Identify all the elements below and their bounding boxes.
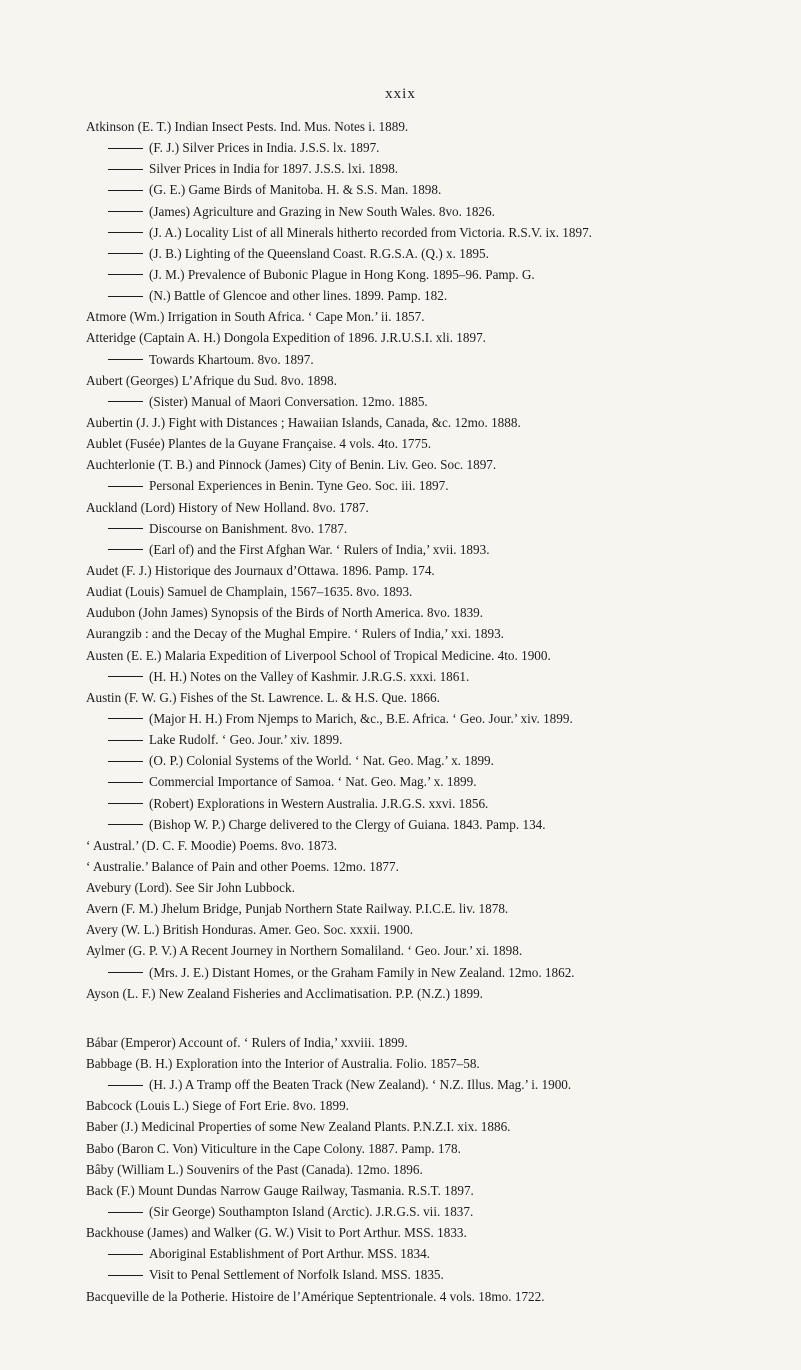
ditto-entry — [86, 1074, 798, 1095]
ditto-dash — [108, 824, 143, 825]
entry-text: Aylmer (G. P. V.) A Recent Journey in Northern Somaliland. ‘ Geo. Jour.’ xi. 1898. — [86, 943, 523, 959]
entry-text: (Mrs. J. E.) Distant Homes, or the Graham Family in New Zealand. 12mo. 1862. — [149, 964, 575, 980]
catalogue-entry — [86, 581, 798, 602]
ditto-dash — [108, 761, 143, 762]
entry-text: Bábar (Emperor) Account of. ‘ Rulers of India,’ xxviii. 1899. — [86, 1034, 408, 1050]
ditto-entry — [86, 708, 798, 729]
catalogue-entry — [86, 1116, 798, 1137]
entry-text: Lake Rudolf. ‘ Geo. Jour.’ xiv. 1899. — [149, 732, 343, 748]
catalogue-entry — [86, 940, 798, 961]
catalogue-entry — [86, 1053, 798, 1074]
entry-text: Aubert (Georges) L’Afrique du Sud. 8vo. 1898. — [86, 372, 337, 388]
catalogue-entry — [86, 1095, 798, 1116]
catalogue-entry — [86, 1032, 798, 1053]
entry-text: Auckland (Lord) History of New Holland. 8vo. 1787. — [86, 499, 369, 515]
catalogue-entry — [86, 835, 798, 856]
ditto-dash — [108, 676, 143, 677]
catalogue-entry — [86, 645, 798, 666]
catalogue-entry — [86, 1222, 798, 1243]
ditto-entry — [86, 1264, 798, 1285]
ditto-entry — [86, 391, 798, 412]
ditto-entry — [86, 243, 798, 264]
ditto-entry — [86, 666, 798, 687]
ditto-entry — [86, 518, 798, 539]
catalogue-entry — [86, 898, 798, 919]
ditto-entry — [86, 264, 798, 285]
entry-text: Atkinson (E. T.) Indian Insect Pests. Ind. Mus. Notes i. 1889. — [86, 119, 409, 134]
catalogue-entry — [86, 1286, 798, 1307]
catalogue-entry — [86, 560, 798, 581]
ditto-entry — [86, 222, 798, 243]
entry-text: Aboriginal Establishment of Port Arthur. MSS. 1834. — [149, 1246, 430, 1262]
ditto-entry — [86, 349, 798, 370]
catalogue-entry — [86, 306, 798, 327]
entry-text: (H. J.) A Tramp off the Beaten Track (New Zealand). ‘ N.Z. Illus. Mag.’ i. 1900. — [149, 1077, 572, 1093]
ditto-dash — [108, 1254, 143, 1255]
entry-text: ‘ Australie.’ Balance of Pain and other Poems. 12mo. 1877. — [86, 858, 399, 874]
ditto-dash — [108, 232, 143, 233]
entry-text: Discourse on Banishment. 8vo. 1787. — [149, 520, 348, 536]
entry-text: (F. J.) Silver Prices in India. J.S.S. lx. 1897. — [149, 140, 380, 156]
ditto-entry — [86, 962, 798, 983]
ditto-dash — [108, 1212, 143, 1213]
catalogue-entry — [86, 602, 798, 623]
catalogue-entry — [86, 983, 798, 1004]
entry-group-b — [86, 1032, 798, 1307]
entry-text: Atmore (Wm.) Irrigation in South Africa. ‘ Cape Mon.’ ii. 1857. — [86, 309, 425, 325]
catalogue-entry — [86, 116, 798, 137]
entry-text: Bâby (William L.) Souvenirs of the Past (Canada). 12mo. 1896. — [86, 1161, 423, 1177]
ditto-dash — [108, 274, 143, 275]
entry-text: Auchterlonie (T. B.) and Pinnock (James) City of Benin. Liv. Geo. Soc. 1897. — [86, 457, 497, 473]
ditto-dash — [108, 718, 143, 719]
ditto-dash — [108, 148, 143, 149]
entry-text: Personal Experiences in Benin. Tyne Geo. Soc. iii. 1897. — [149, 478, 449, 494]
catalogue-entry — [86, 687, 798, 708]
catalogue-entry — [86, 877, 798, 898]
entry-text: Babo (Baron C. Von) Viticulture in the Cape Colony. 1887. Pamp. 178. — [86, 1140, 461, 1156]
entry-text: (Sir George) Southampton Island (Arctic). J.R.G.S. vii. 1837. — [149, 1204, 474, 1220]
catalogue-entries — [86, 116, 798, 1307]
catalogue-entry — [86, 1180, 798, 1201]
entry-text: Avery (W. L.) British Honduras. Amer. Geo. Soc. xxxii. 1900. — [86, 922, 414, 938]
entry-text: Aubertin (J. J.) Fight with Distances ; Hawaiian Islands, Canada, &c. 12mo. 1888. — [86, 414, 521, 430]
ditto-entry — [86, 814, 798, 835]
ditto-entry — [86, 201, 798, 222]
ditto-dash — [108, 190, 143, 191]
entry-text: Avebury (Lord). See Sir John Lubbock. — [86, 880, 295, 896]
entry-text: Austin (F. W. G.) Fishes of the St. Lawrence. L. & H.S. Que. 1866. — [86, 689, 440, 705]
entry-text: Back (F.) Mount Dundas Narrow Gauge Railway, Tasmania. R.S.T. 1897. — [86, 1182, 474, 1198]
catalogue-entry — [86, 856, 798, 877]
catalogue-entry — [86, 412, 798, 433]
catalogue-entry — [86, 1138, 798, 1159]
ditto-entry — [86, 771, 798, 792]
ditto-dash — [108, 803, 143, 804]
entry-text: Avern (F. M.) Jhelum Bridge, Punjab Northern State Railway. P.I.C.E. liv. 1878. — [86, 901, 509, 917]
entry-text: (Robert) Explorations in Western Australia. J.R.G.S. xxvi. 1856. — [149, 795, 489, 811]
entry-text: ‘ Austral.’ (D. C. F. Moodie) Poems. 8vo. 1873. — [86, 837, 338, 853]
entry-text: Babcock (Louis L.) Siege of Fort Erie. 8vo. 1899. — [86, 1098, 349, 1114]
entry-text: Commercial Importance of Samoa. ‘ Nat. Geo. Mag.’ x. 1899. — [149, 774, 477, 790]
ditto-dash — [108, 782, 143, 783]
entry-text: (J. A.) Locality List of all Minerals hitherto recorded from Victoria. R.S.V. ix. 1897. — [149, 224, 592, 240]
entry-text: Backhouse (James) and Walker (G. W.) Visit to Port Arthur. MSS. 1833. — [86, 1225, 467, 1241]
entry-text: (N.) Battle of Glencoe and other lines. 1899. Pamp. 182. — [149, 288, 448, 304]
ditto-dash — [108, 1085, 143, 1086]
catalogue-entry — [86, 454, 798, 475]
catalogue-entry — [86, 497, 798, 518]
ditto-dash — [108, 740, 143, 741]
entry-group-a — [86, 116, 798, 1004]
ditto-dash — [108, 972, 143, 973]
catalogue-entry — [86, 623, 798, 644]
entry-text: Audiat (Louis) Samuel de Champlain, 1567–1635. 8vo. 1893. — [86, 584, 413, 600]
ditto-entry — [86, 475, 798, 496]
entry-text: (G. E.) Game Birds of Manitoba. H. & S.S. Man. 1898. — [149, 182, 442, 198]
ditto-entry — [86, 539, 798, 560]
ditto-dash — [108, 169, 143, 170]
ditto-dash — [108, 359, 143, 360]
ditto-dash — [108, 401, 143, 402]
ditto-dash — [108, 486, 143, 487]
entry-text: Audubon (John James) Synopsis of the Birds of North America. 8vo. 1839. — [86, 605, 484, 621]
entry-text: Aublet (Fusée) Plantes de la Guyane Française. 4 vols. 4to. 1775. — [86, 436, 431, 452]
entry-text: (H. H.) Notes on the Valley of Kashmir. J.R.G.S. xxxi. 1861. — [149, 668, 470, 684]
ditto-dash — [108, 549, 143, 550]
ditto-entry — [86, 1243, 798, 1264]
ditto-dash — [108, 528, 143, 529]
entry-text: (James) Agriculture and Grazing in New South Wales. 8vo. 1826. — [149, 203, 495, 219]
entry-text: Visit to Penal Settlement of Norfolk Island. MSS. 1835. — [149, 1267, 444, 1283]
entry-text: (O. P.) Colonial Systems of the World. ‘ Nat. Geo. Mag.’ x. 1899. — [149, 753, 494, 769]
entry-text: Austen (E. E.) Malaria Expedition of Liverpool School of Tropical Medicine. 4to. 1900. — [86, 647, 551, 663]
catalogue-entry — [86, 1159, 798, 1180]
entry-text: (Major H. H.) From Njemps to Marich, &c., B.E. Africa. ‘ Geo. Jour.’ xiv. 1899. — [149, 710, 573, 726]
ditto-entry — [86, 137, 798, 158]
page-number: xxix — [385, 86, 416, 102]
ditto-dash — [108, 211, 143, 212]
catalogue-entry — [86, 433, 798, 454]
ditto-entry — [86, 158, 798, 179]
entry-text: Ayson (L. F.) New Zealand Fisheries and Acclimatisation. P.P. (N.Z.) 1899. — [86, 985, 483, 1001]
ditto-dash — [108, 253, 143, 254]
entry-text: Babbage (B. H.) Exploration into the Interior of Australia. Folio. 1857–58. — [86, 1056, 480, 1072]
entry-text: Baber (J.) Medicinal Properties of some New Zealand Plants. P.N.Z.I. xix. 1886. — [86, 1119, 511, 1135]
entry-text: (Sister) Manual of Maori Conversation. 12mo. 1885. — [149, 393, 428, 409]
entry-text: (J. M.) Prevalence of Bubonic Plague in Hong Kong. 1895–96. Pamp. G. — [149, 266, 535, 282]
ditto-entry — [86, 750, 798, 771]
entry-text: Bacqueville de la Potherie. Histoire de l’Amérique Septentrionale. 4 vols. 18mo. 1722. — [86, 1288, 545, 1304]
catalogue-entry — [86, 919, 798, 940]
entry-text: (Bishop W. P.) Charge delivered to the Clergy of Guiana. 1843. Pamp. 134. — [149, 816, 546, 832]
entry-text: (Earl of) and the First Afghan War. ‘ Rulers of India,’ xvii. 1893. — [149, 541, 490, 557]
entry-text: Aurangzib : and the Decay of the Mughal Empire. ‘ Rulers of India,’ xxi. 1893. — [86, 626, 504, 642]
catalogue-entry — [86, 370, 798, 391]
ditto-entry — [86, 729, 798, 750]
entry-text: Silver Prices in India for 1897. J.S.S. lxi. 1898. — [149, 161, 399, 177]
ditto-dash — [108, 1275, 143, 1276]
ditto-entry — [86, 285, 798, 306]
entry-text: Towards Khartoum. 8vo. 1897. — [149, 351, 314, 367]
catalogue-entry — [86, 327, 798, 348]
entry-text: Atteridge (Captain A. H.) Dongola Expedition of 1896. J.R.U.S.I. xli. 1897. — [86, 330, 486, 346]
entry-text: Audet (F. J.) Historique des Journaux d’Ottawa. 1896. Pamp. 174. — [86, 562, 435, 578]
ditto-entry — [86, 1201, 798, 1222]
entry-text: (J. B.) Lighting of the Queensland Coast. R.G.S.A. (Q.) x. 1895. — [149, 245, 489, 261]
ditto-dash — [108, 296, 143, 297]
ditto-entry — [86, 793, 798, 814]
ditto-entry — [86, 179, 798, 200]
